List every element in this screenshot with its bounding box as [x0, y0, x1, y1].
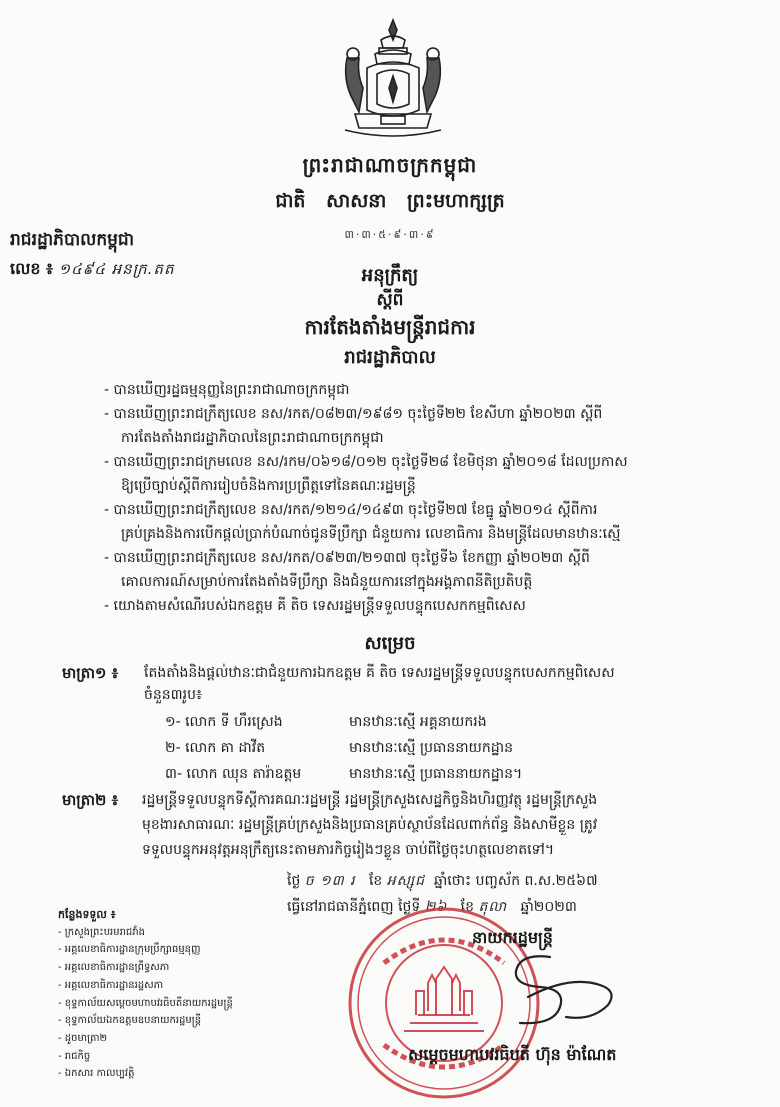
preamble-line: គ្រប់គ្រងនិងការបើកផ្តល់ប្រាក់បំណាច់ជូនទីប្រឹក្សា ជំនួយការ លេខាធិការ និងមន្ត្រីដែលមានឋានៈស្មើ: [121, 526, 621, 542]
recipients-list: [58, 906, 298, 1083]
preamble-line: ឱ្យប្រើច្បាប់ស្តីពីការរៀបចំនិងការប្រព្រឹត្តទៅនៃគណៈរដ្ឋមន្ត្រី: [121, 478, 416, 494]
appointee-rank: មានឋានៈស្មើ ប្រធាននាយកដ្ឋាន: [349, 740, 513, 756]
article-label: មាត្រា១ ៖: [62, 664, 119, 682]
preamble-line: - បានឃើញព្រះរាជក្រមលេខ នស/រកម/០៦១៨/០១២ ចុះថ្ងៃទី២៨ ខែមិថុនា ឆ្នាំ២០១៨ ដែលប្រកាស: [104, 454, 628, 470]
preamble-line: - បានឃើញព្រះរាជក្រឹត្យលេខ នស/រកត/០៩២៣/២១៣៧ ចុះថ្ងៃទី៦ ខែកញ្ញា ឆ្នាំ២០២៣ ស្តីពី: [104, 550, 590, 566]
signer-name: សម្តេចមហាបវរធិបតី ហ៊ុន ម៉ាណែត: [408, 1045, 617, 1064]
number-value: ១៤៩៤ អនក្រ.តត: [58, 260, 175, 278]
signing-year: ឆ្នាំ២០២៣: [520, 899, 577, 915]
article-text: ទទួលបន្ទុកអនុវត្តអនុក្រឹត្យនេះតាមភារកិច្ចរៀងៗខ្លួន ចាប់ពីថ្ងៃចុះហត្ថលេខាតទៅ។: [142, 842, 555, 858]
ornament-divider: ៣·៣·៥·៩·៣·៩: [344, 228, 436, 241]
recipient-item: - រាជកិច្ច: [58, 1050, 91, 1062]
lunar-month-label: ខែ: [368, 873, 383, 889]
signing-month: តុលា: [478, 899, 508, 915]
decision-heading: សម្រេច: [364, 633, 416, 654]
month-label: ខែ: [460, 899, 474, 915]
place-label: ធ្វើនៅរាជធានីភ្នំពេញ ថ្ងៃទី: [287, 899, 421, 915]
recipient-item: - ក្រសួងព្រះបរមរាជវាំង: [58, 926, 145, 938]
kingdom-heading: ព្រះរាជាណាចក្រកម្ពុជា: [302, 153, 478, 177]
appointee-row: [165, 762, 765, 786]
appointee-row: [165, 736, 765, 760]
preamble: [104, 378, 754, 618]
article-text: ចំនួន៣រូប៖: [144, 687, 203, 703]
appointee-rank: មានឋានៈស្មើ ប្រធាននាយកដ្ឋាន។: [349, 766, 523, 782]
article-label: មាត្រា២ ៖: [62, 791, 119, 809]
recipient-item: - ដូចមាត្រា២: [58, 1032, 108, 1044]
preamble-line: - បានឃើញព្រះរាជក្រឹត្យលេខ នស/រកត/០៨២៣/១៩៨១ ចុះថ្ងៃទី២២ ខែសីហា ឆ្នាំ២០២៣ ស្តីពី: [104, 406, 603, 422]
recipient-item: - អគ្គលេខាធិការដ្ឋានរដ្ឋសភា: [58, 979, 164, 991]
pm-title: នាយករដ្ឋមន្ត្រី: [472, 928, 553, 947]
document-number: លេខ ៖ ១៤៩៤ អនក្រ.តត: [10, 259, 175, 278]
recipient-item: - ឯកសារ កាលប្បវត្តិ: [58, 1068, 135, 1080]
lunar-year: ឆ្នាំថោះ បញ្ចស័ក ព.ស.២៥៦៧: [433, 873, 598, 889]
preamble-line: ការតែងតាំងរាជរដ្ឋាភិបាលនៃព្រះរាជាណាចក្រកម្ពុជា: [121, 430, 384, 446]
recipients-heading: កន្លែងទទួល ៖: [58, 908, 116, 921]
recipient-item: - អគ្គលេខាធិការដ្ឋានក្រុមប្រឹក្សាធម្មនុញ្ញ: [58, 944, 201, 956]
appointee-name: ២- លោក គា ដាវីត: [165, 740, 266, 756]
lunar-label: ថ្ងៃ: [287, 873, 301, 889]
issuer-name: រាជរដ្ឋាភិបាលកម្ពុជា: [10, 230, 135, 250]
handwritten-signature: [480, 945, 630, 1035]
preamble-line: - បានឃើញព្រះរាជក្រឹត្យលេខ នស/រកត/១២១៤/១៤៩៣ ចុះថ្ងៃទី២៧ ខែធ្នូ ឆ្នាំ២០១៤ ស្តីពីការ: [104, 502, 598, 518]
national-motto: ជាតិ សាសនា ព្រះមហាក្សត្រ: [275, 190, 505, 212]
royal-arms-emblem: [337, 18, 449, 142]
signing-day: ២៦: [424, 899, 448, 915]
preamble-line: - បានឃើញរដ្ឋធម្មនុញ្ញនៃព្រះរាជាណាចក្រកម្ពុជា: [104, 382, 350, 398]
doc-about: ស្តីពី: [376, 290, 404, 310]
recipient-item: - អគ្គលេខាធិការដ្ឋានព្រឹទ្ធសភា: [58, 962, 170, 974]
recipient-item: - ខុទ្ទកាល័យសម្តេចមហាបវរធិបតីនាយករដ្ឋមន្ត្រី: [58, 997, 233, 1009]
appointee-name: ១- លោក ទី ហឹរស្រេង: [165, 714, 283, 730]
article-text: មុខងារសាធារណៈ រដ្ឋមន្ត្រីគ្រប់ក្រសួងនិងប្រធានគ្រប់ស្ថាប័នដែលពាក់ព័ន្ធ និងសាមីខ្លួន ត្រូវ: [142, 817, 598, 833]
lunar-month: អស្សុជ: [386, 873, 426, 889]
appointee-name: ៣- លោក ឈុន តារ៉ាឧត្តម: [165, 766, 302, 782]
appointee-rank: មានឋានៈស្មើ អគ្គនាយករង: [349, 714, 487, 730]
article-1: [62, 661, 762, 703]
appointee-row: [165, 710, 765, 734]
article-text: រដ្ឋមន្ត្រីទទួលបន្ទុកទីស្តីការគណៈរដ្ឋមន្ត្រី រដ្ឋមន្ត្រីក្រសួងសេដ្ឋកិច្ចនិងហិរញ្ញវត្ថុ រដ្ឋមន្ត្រីក្រសួង: [142, 792, 598, 808]
issuer-heading: រាជរដ្ឋាភិបាល: [344, 347, 436, 368]
preamble-line: គោលការណ៍សម្រាប់ការតែងតាំងទីប្រឹក្សា និងជំនួយការនៅក្នុងអង្គភាពនីតិប្រតិបត្តិ: [121, 574, 533, 590]
lunar-date: [287, 871, 598, 892]
article-text: តែងតាំងនិងផ្តល់ឋានៈជាជំនួយការឯកឧត្តម គី តិច ទេសរដ្ឋមន្ត្រីទទួលបន្ទុកបេសកកម្មពិសេស: [144, 665, 615, 681]
preamble-line: - យោងតាមសំណើរបស់ឯកឧត្តម គី តិច ទេសរដ្ឋមន្ត្រីទទួលបន្ទុកបេសកកម្មពិសេស: [104, 598, 526, 614]
lunar-day: ច ១៣ រ: [304, 873, 356, 889]
number-label: លេខ: [10, 259, 41, 278]
doc-subject: ការតែងតាំងមន្ត្រីរាជការ: [304, 315, 476, 339]
recipient-item: - ខុទ្ទកាល័យឯកឧត្តមឧបនាយករដ្ឋមន្ត្រី: [58, 1015, 202, 1027]
article-2: [62, 788, 772, 868]
doc-type: អនុក្រឹត្យ: [361, 265, 419, 286]
